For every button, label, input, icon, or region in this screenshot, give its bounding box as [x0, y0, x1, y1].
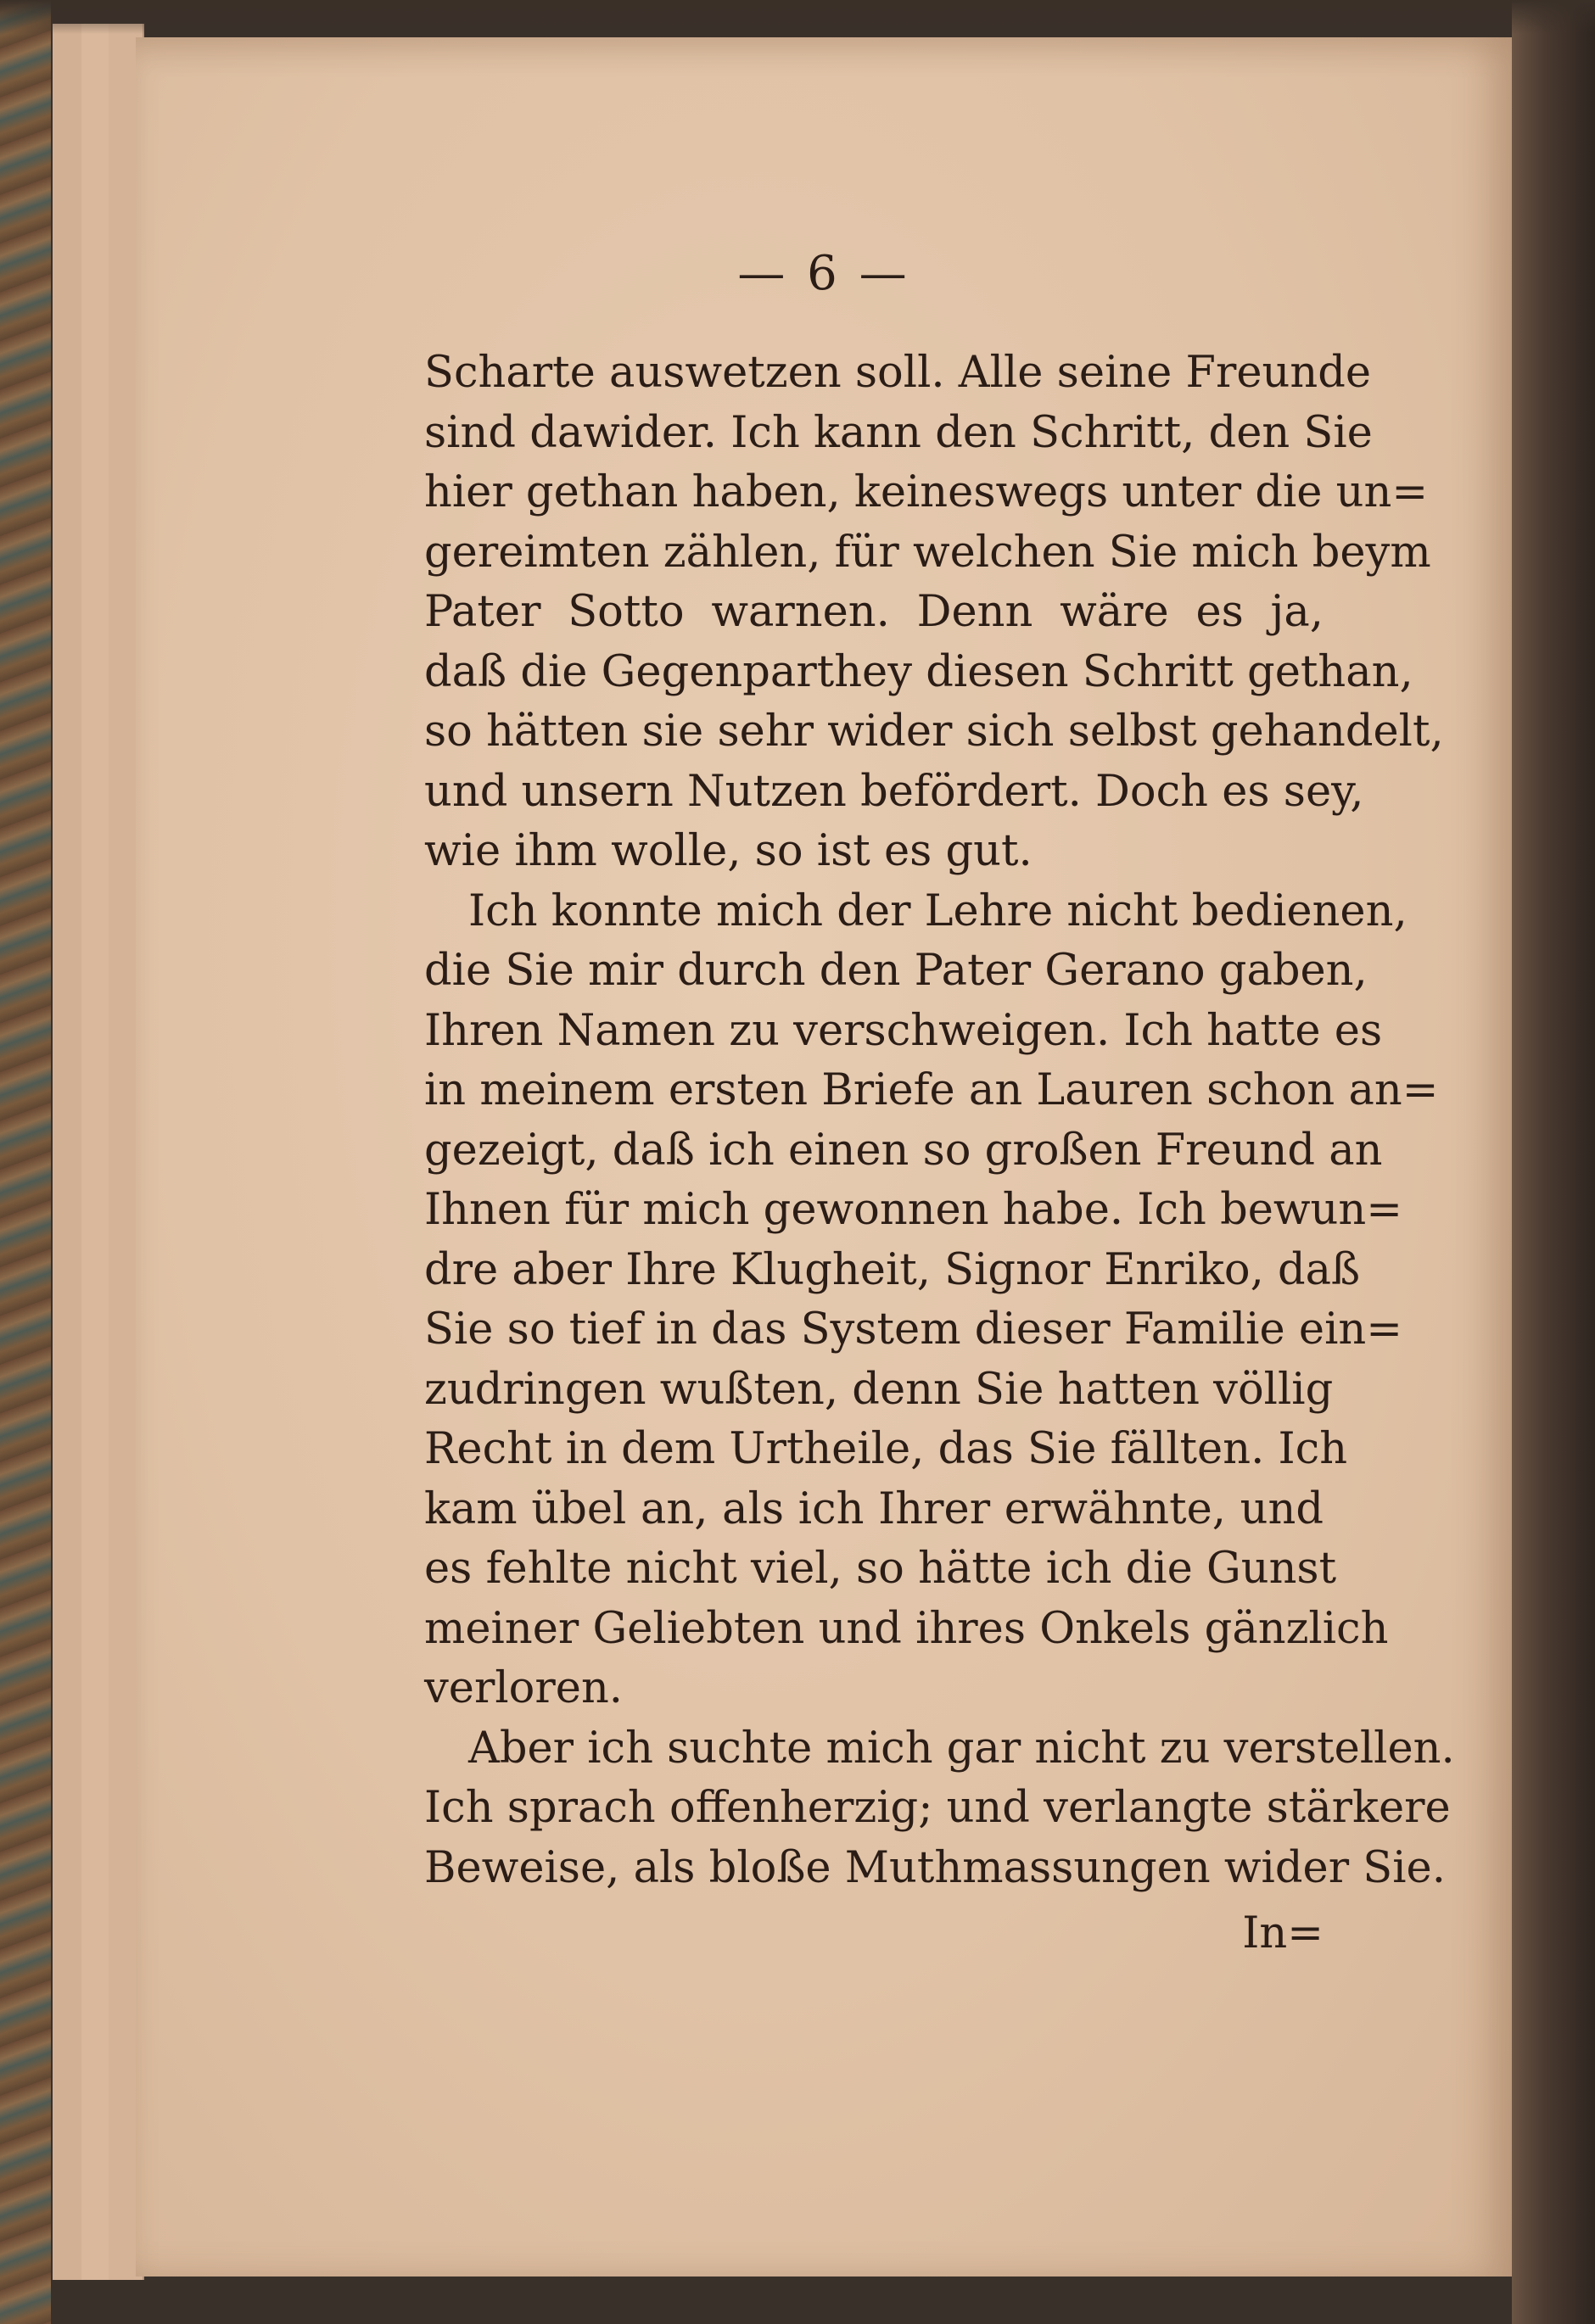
text-line: wie ihm wolle, so ist es gut. — [424, 826, 1033, 876]
text-line: sind dawider. Ich kann den Schritt, den Sie — [424, 407, 1373, 458]
marbled-cover-edge — [0, 0, 51, 2324]
text-line: Beweise, als bloße Muthmassungen wider Sie. — [424, 1842, 1446, 1893]
text-line: Ihnen für mich gewonnen habe. Ich bewun= — [424, 1185, 1402, 1235]
text-line: Ihren Namen zu verschweigen. Ich hatte es — [424, 1005, 1383, 1056]
text-line: Scharte auswetzen soll. Alle seine Freunde — [424, 348, 1372, 398]
text-line: Recht in dem Urtheile, das Sie fällten. Ich — [424, 1424, 1348, 1474]
book-gutter — [1512, 0, 1595, 2324]
text-line: meiner Geliebten und ihres Onkels gänzlich — [424, 1603, 1389, 1654]
text-line: gezeigt, daß ich einen so großen Freund an — [424, 1125, 1383, 1176]
catchword: In= — [1242, 1908, 1324, 1958]
text-line: hier gethan haben, keineswegs unter die un= — [424, 467, 1429, 517]
text-line: Pater Sotto warnen. Denn wäre es ja, — [424, 587, 1324, 637]
text-line: zudringen wußten, denn Sie hatten völlig — [424, 1364, 1334, 1415]
text-line: gereimten zählen, für welchen Sie mich beym — [424, 527, 1431, 578]
text-line: es fehlte nicht viel, so hätte ich die Gunst — [424, 1544, 1337, 1594]
text-line: und unsern Nutzen befördert. Doch es sey, — [424, 766, 1364, 817]
text-line: die Sie mir durch den Pater Gerano gaben, — [424, 946, 1368, 996]
text-line: daß die Gegenparthey diesen Schritt gethan, — [424, 646, 1413, 697]
page-header: — 6 — — [737, 246, 910, 301]
text-line: verloren. — [424, 1663, 624, 1713]
top-shadow — [0, 0, 1595, 34]
body-text — [424, 344, 1455, 1898]
text-line: Ich sprach offenherzig; und verlangte stärkere — [424, 1783, 1451, 1833]
text-line: dre aber Ihre Klugheit, Signor Enriko, daß — [424, 1244, 1361, 1295]
text-line: so hätten sie sehr wider sich selbst gehandelt, — [424, 707, 1444, 757]
text-line: Aber ich suchte mich gar nicht zu verstellen. — [468, 1723, 1455, 1774]
text-line: in meinem ersten Briefe an Lauren schon an= — [424, 1065, 1439, 1115]
text-line: Ich konnte mich der Lehre nicht bedienen, — [468, 885, 1408, 936]
text-line: kam übel an, als ich Ihrer erwähnte, und — [424, 1483, 1324, 1534]
text-line: Sie so tief in das System dieser Familie ein= — [424, 1304, 1402, 1355]
